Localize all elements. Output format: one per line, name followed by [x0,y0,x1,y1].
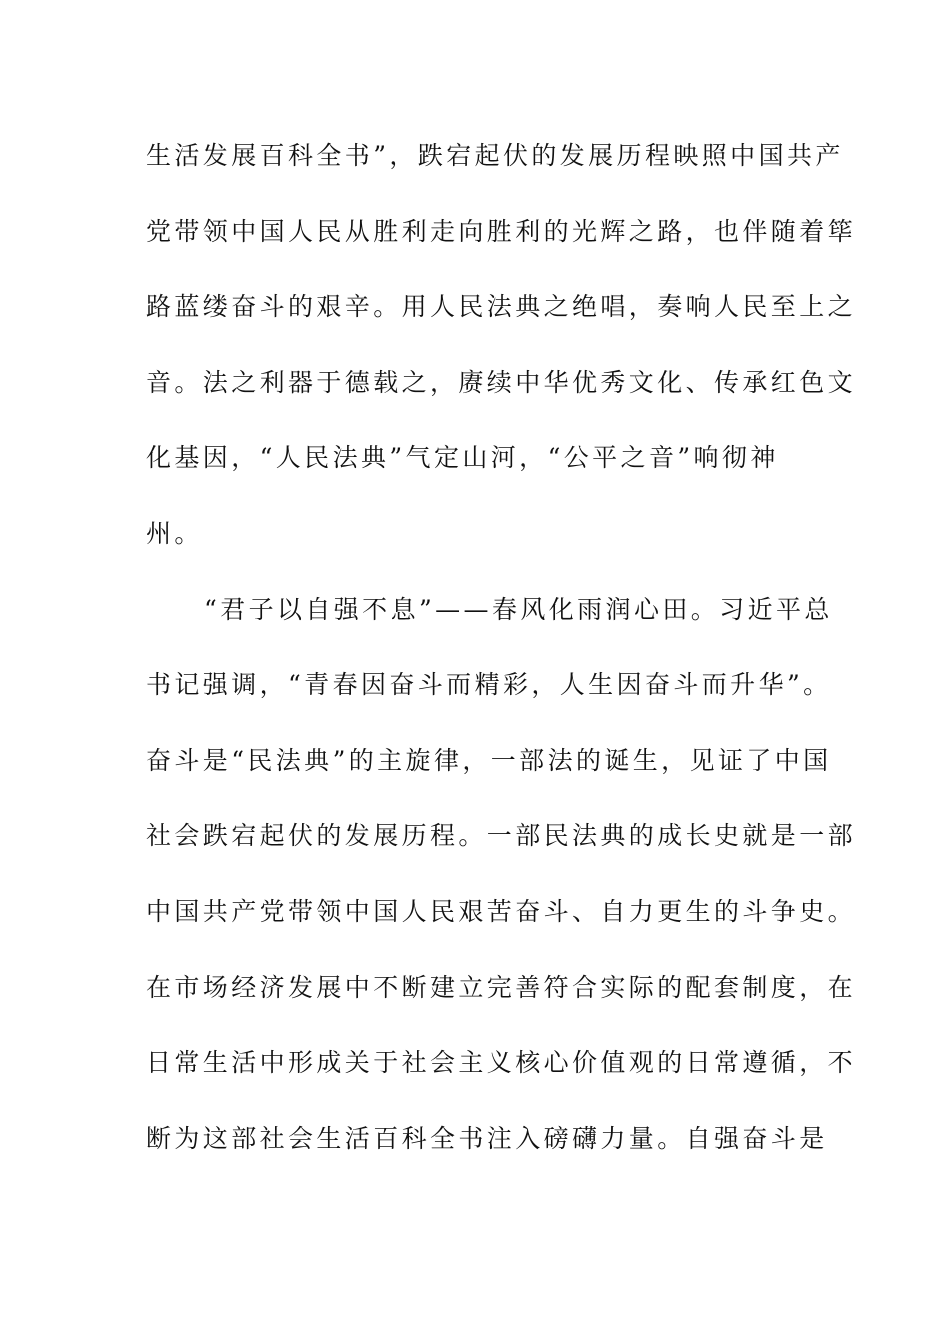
text-line: 奋斗是“民法典”的主旋律，一部法的诞生，见证了中国 [146,745,832,775]
text-line: 书记强调，“青春因奋斗而精彩，人生因奋斗而升华”。 [146,670,832,700]
paragraph-1 [146,118,857,572]
text-line: 音。法之利器于德载之，赓续中华优秀文化、传承红色文 [146,367,857,397]
text-line: 路蓝缕奋斗的艰辛。用人民法典之绝唱，奏响人民至上之 [146,292,857,322]
paragraph-2 [146,572,857,1177]
text-line: 党带领中国人民从胜利走向胜利的光辉之路，也伴随着筚 [146,216,857,246]
text-line: 州。 [146,518,203,548]
text-line: “君子以自强不息”——春风化雨润心田。习近平总 [204,594,833,624]
text-line: 日常生活中形成关于社会主义核心价值观的日常遵循，不 [146,1048,857,1078]
text-line: 生活发展百科全书”，跌宕起伏的发展历程映照中国共产 [146,141,844,170]
text-line: 化基因，“人民法典”气定山河，“公平之音”响彻神 [146,443,779,473]
text-line: 社会跌宕起伏的发展历程。一部民法典的成长史就是一部 [146,821,857,851]
document-body [146,118,857,1176]
text-line: 中国共产党带领中国人民艰苦奋斗、自力更生的斗争史。 [146,896,857,926]
text-line: 断为这部社会生活百科全书注入磅礴力量。自强奋斗是 [146,1123,828,1153]
text-line: 在市场经济发展中不断建立完善符合实际的配套制度，在 [146,972,857,1002]
